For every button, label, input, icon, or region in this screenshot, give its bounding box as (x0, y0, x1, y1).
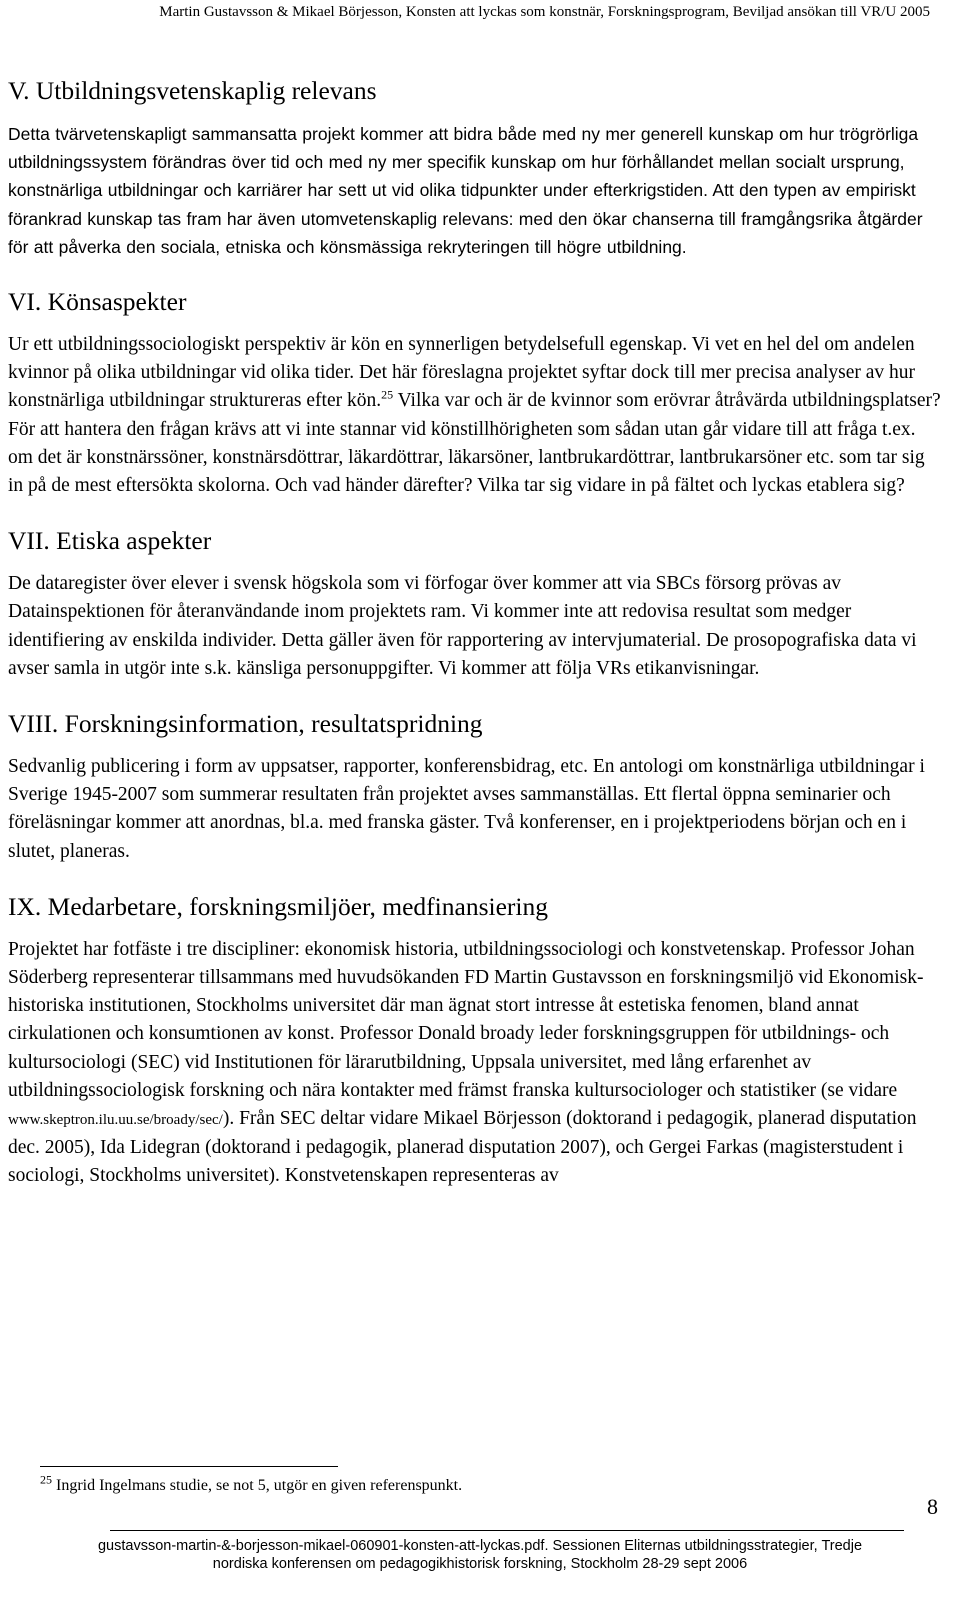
body-text: ). Från SEC deltar vidare Mikael Börjesson (doktorand i pedagogik, planerad disputation dec. 2005), Ida Lidegran (doktorand i pedagogik, planerad disputation 2007), och Gergei Farkas (magisterstudent i sociologi, Stockholms universitet). Konstvetenskapen representeras av (8, 1108, 917, 1187)
section-body (8, 331, 944, 500)
body-text: Vilka var och är de kvinnor som erövrar åtråvärda utbildningsplatser? För att hantera den frågan krävs att vi inte stannar vid könstillhörigheten som sådan utan går vidare till att fråga t.ex. om det är konstnärssöner, konstnärsdöttrar, läkardöttrar, läkarsöner, lantbrukardöttrar, lantbrukarsöner etc. som tar sig in på de mest eftersökta skolorna. Och vad händer därefter? Vilka tar sig vidare in på fältet och lyckas etablera sig? (8, 390, 941, 497)
section-konsaspekter (8, 283, 944, 500)
body-text: Ur ett utbildningssociologiskt perspektiv är kön en synnerligen betydelsefull egenskap. Vi vet en hel del om andelen kvinnor på olika utbildningar vid olika tider. Det här föreslagna projektet syftar dock till mer precisa analyser av hur konstnärliga utbildningar struktureras efter kön. (8, 334, 916, 412)
running-header: Martin Gustavsson & Mikael Börjesson, Konsten att lyckas som konstnär, Forskningsprogram, Beviljad ansökan till VR/U 2005 (159, 4, 930, 20)
section-heading: VI. Könsaspekter (8, 287, 187, 317)
section-body: Sedvanlig publicering i form av uppsatser, rapporter, konferensbidrag, etc. En antologi om konstnärliga utbildningar i Sverige 1945-2007 som summerar resultaten från projektet avses sammanställas. Ett flertal öppna seminarier och föreläsningar kommer att anordnas, bl.a. med franska gäster. Två konferenser, en i projektperiodens början och en i slutet, planeras. (8, 756, 925, 862)
body-text: Projektet har fotfäste i tre discipliner: ekonomisk historia, utbildningssociologi och konstvetenskap. Professor Johan Söderberg representerar tillsammans med huvudsökanden FD Martin Gustavsson en forskningsmiljö vid Ekonomisk-historiska institutionen, Stockholms universitet där man ägnat stort intresse åt estetiska fenomen, bland annat cirkulationen och konsumtionen av konst. Professor Donald broady leder forskningsgruppen för utbildnings- och kultursociologi (SEC) vid Institutionen för lärarutbildning, Uppsala universitet, med lång erfarenhet av utbildningssociologisk forskning och nära kontakter med främst franska kultursociologer och statistiker (se vidare (8, 938, 924, 1101)
section-heading: V. Utbildningsvetenskaplig relevans (8, 76, 377, 105)
page-footer (0, 1537, 960, 1573)
footer-line: gustavsson-martin-&-borjesson-mikael-060901-konsten-att-lyckas.pdf. Sessionen Eliternas utbildningsstrategier, Tredje (97, 1538, 863, 1554)
footnote-text: Ingrid Ingelmans studie, se not 5, utgör en given referenspunkt. (56, 1477, 463, 1494)
section-forskningsinformation (8, 705, 944, 866)
section-heading: IX. Medarbetare, forskningsmiljöer, medfinansiering (8, 891, 548, 921)
footnote-number: 25 (40, 1472, 52, 1487)
section-heading: VII. Etiska aspekter (8, 526, 212, 556)
main-content (8, 72, 944, 1205)
page-number: 8 (927, 1494, 938, 1519)
footer-line: nordiska konferensen om pedagogikhistorisk forskning, Stockholm 28-29 sept 2006 (212, 1556, 748, 1572)
section-utbildningsvetenskaplig-relevans (8, 72, 944, 261)
section-body: Detta tvärvetenskapligt sammansatta projekt kommer att bidra både med ny mer generell kunskap om hur trögrörliga utbildningssystem förändras över tid och med ny mer specifik kunskap om hur förhållandet mellan socialt ursprung, konstnärliga utbildningar och karriärer har sett ut vid olika tidpunkter under efterkrigstiden. Att den typen av empiriskt förankrad kunskap tas fram har även utomvetenskaplig relevans: med den ökar chanserna till framgångsrika åtgärder för att påverka den sociala, etniska och könsmässiga rekryteringen till högre utbildning. (8, 124, 923, 257)
section-body (8, 936, 944, 1191)
section-medarbetare (8, 888, 944, 1191)
section-etiska-aspekter (8, 522, 944, 683)
footnote-reference[interactable]: 25 (381, 387, 394, 402)
footnote (40, 1472, 463, 1497)
footnote-divider (40, 1466, 338, 1467)
footer-divider (110, 1530, 904, 1531)
section-heading: VIII. Forskningsinformation, resultatspridning (8, 709, 483, 739)
sec-website-link[interactable]: www.skeptron.ilu.uu.se/broady/sec/ (8, 1112, 223, 1129)
section-body: De dataregister över elever i svensk högskola som vi förfogar över kommer att via SBCs försorg prövas av Datainspektionen för återanvändande inom projektets ram. Vi kommer inte att redovisa resultat som medger identifiering av enskilda individer. Detta gäller även för rapportering av intervjumaterial. De prosopografiska data vi avser samla in utgör inte s.k. känsliga personuppgifter. Vi kommer att följa VRs etikanvisningar. (8, 573, 917, 679)
